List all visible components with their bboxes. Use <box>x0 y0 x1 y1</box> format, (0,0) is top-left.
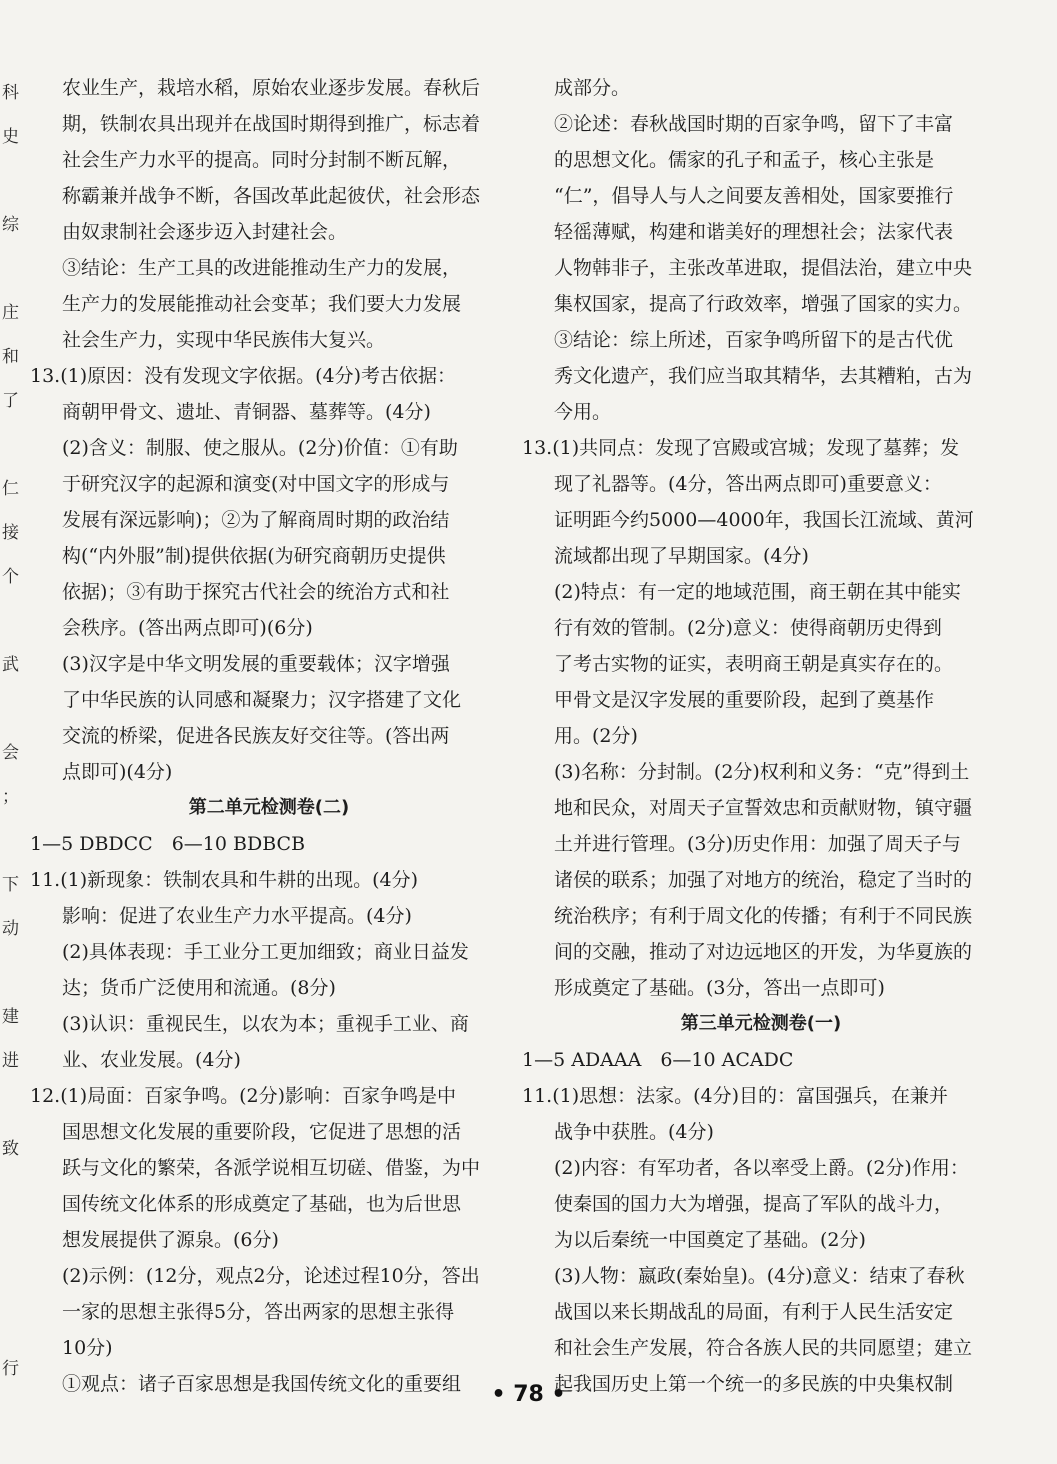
text-line: 生产力的发展能推动社会变革；我们要大力发展 <box>62 293 462 315</box>
text-line: 土并进行管理。(3分)历史作用：加强了周天子与 <box>554 833 961 855</box>
text-line: 社会生产力，实现中华民族伟大复兴。 <box>62 329 386 351</box>
gutter-char: 动 <box>2 919 19 939</box>
text-line: 了考古实物的证实，表明商王朝是真实存在的。 <box>554 653 954 675</box>
text-line: (2)特点：有一定的地域范围，商王朝在其中能实 <box>554 581 961 603</box>
text-line: ③结论：生产工具的改进能推动生产力的发展， <box>62 257 462 279</box>
text-line: 11.(1)新现象：铁制农具和牛耕的出现。(4分) <box>30 869 419 891</box>
gutter-char: 了 <box>2 391 19 411</box>
text-line: 的思想文化。儒家的孔子和孟子，核心主张是 <box>554 149 935 171</box>
gutter-char: 庄 <box>2 303 19 323</box>
text-line: (2)具体表现：手工业分工更加细致；商业日益发 <box>62 941 469 963</box>
text-line: 构(“内外服”制)提供依据(为研究商朝历史提供 <box>62 545 446 567</box>
text-line: (3)汉字是中华文明发展的重要载体；汉字增强 <box>62 653 450 675</box>
text-line: 期，铁制农具出现并在战国时期得到推广，标志着 <box>62 113 481 135</box>
section-heading: 第二单元检测卷(二) <box>188 797 350 818</box>
gutter-char: 行 <box>2 1359 19 1379</box>
text-line: 会秩序。(答出两点即可)(6分) <box>62 617 313 639</box>
text-line: 发展有深远影响)；②为了解商周时期的政治结 <box>62 509 450 531</box>
text-line: 商朝甲骨文、遗址、青铜器、墓葬等。(4分) <box>62 401 431 423</box>
text-line: 地和民众，对周天子宣誓效忠和贡献财物，镇守疆 <box>554 797 973 819</box>
gutter-char: 和 <box>2 347 19 367</box>
text-line: 由奴隶制社会逐步迈入封建社会。 <box>62 221 348 243</box>
text-line: ②论述：春秋战国时期的百家争鸣，留下了丰富 <box>554 113 954 135</box>
gutter-char: 综 <box>2 215 19 235</box>
gutter-fragment <box>0 70 22 1400</box>
text-line: (3)人物：嬴政(秦始皇)。(4分)意义：结束了春秋 <box>554 1265 965 1287</box>
text-line: 用。(2分) <box>554 725 638 747</box>
gutter-char: 仁 <box>2 479 19 499</box>
text-line: 了中华民族的认同感和凝聚力；汉字搭建了文化 <box>62 689 462 711</box>
text-line: (2)内容：有军功者，各以率受上爵。(2分)作用： <box>554 1157 969 1179</box>
text-line: 证明距今约5000—4000年，我国长江流域、黄河 <box>554 509 974 531</box>
text-line: 1—5 DBDCC 6—10 BDBCB <box>30 833 306 855</box>
gutter-char: 建 <box>2 1007 19 1027</box>
text-line: 于研究汉字的起源和演变(对中国文字的形成与 <box>62 473 450 495</box>
text-line: 间的交融，推动了对边远地区的开发，为华夏族的 <box>554 941 973 963</box>
text-line: 想发展提供了源泉。(6分) <box>62 1229 279 1251</box>
text-line: 和社会生产发展，符合各族人民的共同愿望；建立 <box>554 1337 973 1359</box>
right-column <box>522 70 1000 1402</box>
gutter-char: 接 <box>2 523 19 543</box>
text-line: 成部分。 <box>554 77 631 99</box>
text-line: 13.(1)原因：没有发现文字依据。(4分)考古依据： <box>30 365 457 387</box>
gutter-char: 史 <box>2 127 19 147</box>
text-line: 国思想文化发展的重要阶段，它促进了思想的活 <box>62 1121 462 1143</box>
gutter-char: 下 <box>2 875 19 895</box>
gutter-char: 进 <box>2 1051 19 1071</box>
text-line: 农业生产，栽培水稻，原始农业逐步发展。春秋后 <box>62 77 481 99</box>
text-line: 一家的思想主张得5分，答出两家的思想主张得 <box>62 1301 455 1323</box>
text-line: 11.(1)思想：法家。(4分)目的：富国强兵，在兼并 <box>522 1085 949 1107</box>
text-line: 起我国历史上第一个统一的多民族的中央集权制 <box>554 1373 954 1395</box>
gutter-char: 致 <box>2 1139 19 1159</box>
text-line: 称霸兼并战争不断，各国改革此起彼伏，社会形态 <box>62 185 481 207</box>
text-line: 12.(1)局面：百家争鸣。(2分)影响：百家争鸣是中 <box>30 1085 457 1107</box>
text-line: 今用。 <box>554 401 612 423</box>
text-line: 秀文化遗产，我们应当取其精华，去其糟粕，古为 <box>554 365 973 387</box>
text-line: 现了礼器等。(4分，答出两点即可)重要意义： <box>554 473 942 495</box>
text-line: (3)认识：重视民生，以农为本；重视手工业、商 <box>62 1013 469 1035</box>
gutter-char: 会 <box>2 743 19 763</box>
text-line: 行有效的管制。(2分)意义：使得商朝历史得到 <box>554 617 942 639</box>
text-line: “仁”，倡导人与人之间要友善相处，国家要推行 <box>554 185 954 207</box>
text-line: 1—5 ADAAA 6—10 ACADC <box>522 1049 794 1071</box>
text-line: 13.(1)共同点：发现了宫殿或宫城；发现了墓葬；发 <box>522 437 960 459</box>
text-line: (3)名称：分封制。(2分)权利和义务：“克”得到土 <box>554 761 970 783</box>
page-number: • 78 • <box>491 1382 566 1407</box>
text-line: 10分) <box>62 1337 113 1359</box>
text-line: 战国以来长期战乱的局面，有利于人民生活安定 <box>554 1301 954 1323</box>
text-line: 流域都出现了早期国家。(4分) <box>554 545 809 567</box>
text-line: 为以后秦统一中国奠定了基础。(2分) <box>554 1229 866 1251</box>
left-column <box>30 70 508 1402</box>
text-line: ③结论：综上所述，百家争鸣所留下的是古代优 <box>554 329 954 351</box>
text-line: 社会生产力水平的提高。同时分封制不断瓦解， <box>62 149 462 171</box>
gutter-char: 科 <box>2 83 19 103</box>
text-line: (2)含义：制服、使之服从。(2分)价值：①有助 <box>62 437 458 459</box>
text-line: 跃与文化的繁荣，各派学说相互切磋、借鉴，为中 <box>62 1157 481 1179</box>
text-line: 统治秩序；有利于周文化的传播；有利于不同民族 <box>554 905 973 927</box>
text-line: 依据)；③有助于探究古代社会的统治方式和社 <box>62 581 450 603</box>
text-line: (2)示例：(12分，观点2分，论述过程10分，答出 <box>62 1265 480 1287</box>
text-line: 影响：促进了农业生产力水平提高。(4分) <box>62 905 412 927</box>
text-line: 使秦国的国力大为增强，提高了军队的战斗力， <box>554 1193 954 1215</box>
text-line: 集权国家，提高了行政效率，增强了国家的实力。 <box>554 293 973 315</box>
text-line: 形成奠定了基础。(3分，答出一点即可) <box>554 977 885 999</box>
gutter-char: ； <box>2 787 19 807</box>
text-line: 点即可)(4分) <box>62 761 173 783</box>
text-line: 甲骨文是汉字发展的重要阶段，起到了奠基作 <box>554 689 935 711</box>
gutter-char: 个 <box>2 567 19 587</box>
text-line: 诸侯的联系；加强了对地方的统治，稳定了当时的 <box>554 869 973 891</box>
text-line: 国传统文化体系的形成奠定了基础，也为后世思 <box>62 1193 462 1215</box>
text-line: ①观点：诸子百家思想是我国传统文化的重要组 <box>62 1373 462 1395</box>
text-line: 业、农业发展。(4分) <box>62 1049 241 1071</box>
section-heading: 第三单元检测卷(一) <box>680 1013 842 1034</box>
gutter-char: 武 <box>2 655 19 675</box>
text-line: 交流的桥梁，促进各民族友好交往等。(答出两 <box>62 725 450 747</box>
text-line: 人物韩非子，主张改革进取，提倡法治，建立中央 <box>554 257 973 279</box>
text-line: 达；货币广泛使用和流通。(8分) <box>62 977 336 999</box>
text-line: 轻徭薄赋，构建和谐美好的理想社会；法家代表 <box>554 221 954 243</box>
text-line: 战争中获胜。(4分) <box>554 1121 714 1143</box>
